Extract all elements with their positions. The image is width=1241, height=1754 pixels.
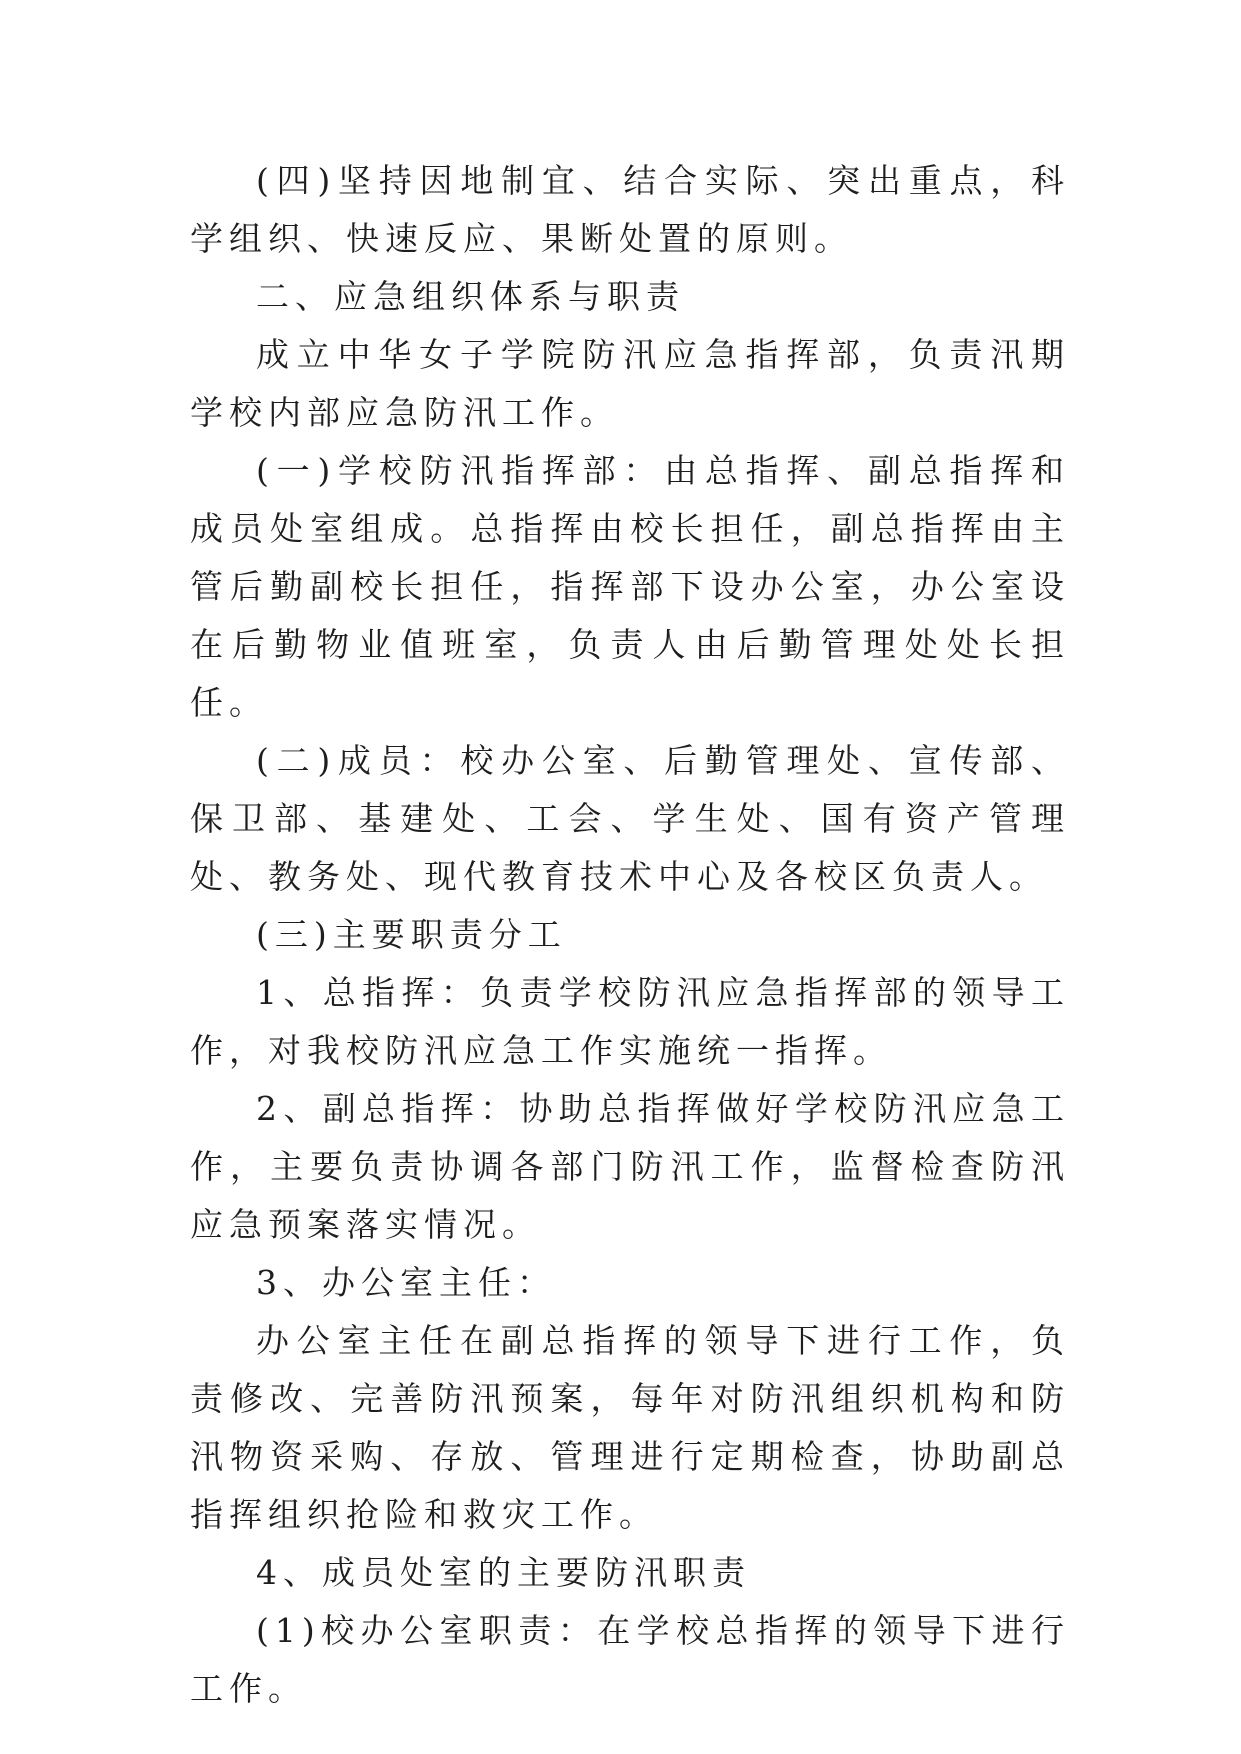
document-body (190, 152, 1070, 1718)
subheading-office-director: 3、办公室主任： (256, 1263, 556, 1302)
subheading-member-office-duties: 4、成员处室的主要防汛职责 (256, 1553, 751, 1592)
paragraph-deputy-commander-duty: 2、副总指挥：协助总指挥做好学校防汛应急工作，主要负责协调各部门防汛工作，监督检查防汛应急预案落实情况。 (190, 1089, 1070, 1244)
section-heading-emergency-organization: 二、应急组织体系与职责 (256, 277, 685, 316)
paragraph-members: (二)成员：校办公室、后勤管理处、宣传部、保卫部、基建处、工会、学生处、国有资产管理处、教务处、现代教育技术中心及各校区负责人。 (190, 741, 1070, 896)
paragraph-president-office-duty: (1)校办公室职责：在学校总指挥的领导下进行工作。 (190, 1611, 1070, 1708)
paragraph-commander-duty: 1、总指挥：负责学校防汛应急指挥部的领导工作，对我校防汛应急工作实施统一指挥。 (190, 973, 1070, 1070)
paragraph-principle-four: (四)坚持因地制宜、结合实际、突出重点，科学组织、快速反应、果断处置的原则。 (190, 161, 1070, 258)
paragraph-command-headquarters: (一)学校防汛指挥部：由总指挥、副总指挥和成员处室组成。总指挥由校长担任，副总指挥由主管后勤副校长担任，指挥部下设办公室，办公室设在后勤物业值班室，负责人由后勤管理处处长担任。 (190, 451, 1070, 722)
paragraph-office-director-duty: 办公室主任在副总指挥的领导下进行工作，负责修改、完善防汛预案，每年对防汛组织机构和防汛物资采购、存放、管理进行定期检查，协助副总指挥组织抢险和救灾工作。 (190, 1321, 1070, 1534)
paragraph-establish-command: 成立中华女子学院防汛应急指挥部，负责汛期学校内部应急防汛工作。 (190, 335, 1070, 432)
subheading-duty-division: (三)主要职责分工 (256, 915, 567, 954)
